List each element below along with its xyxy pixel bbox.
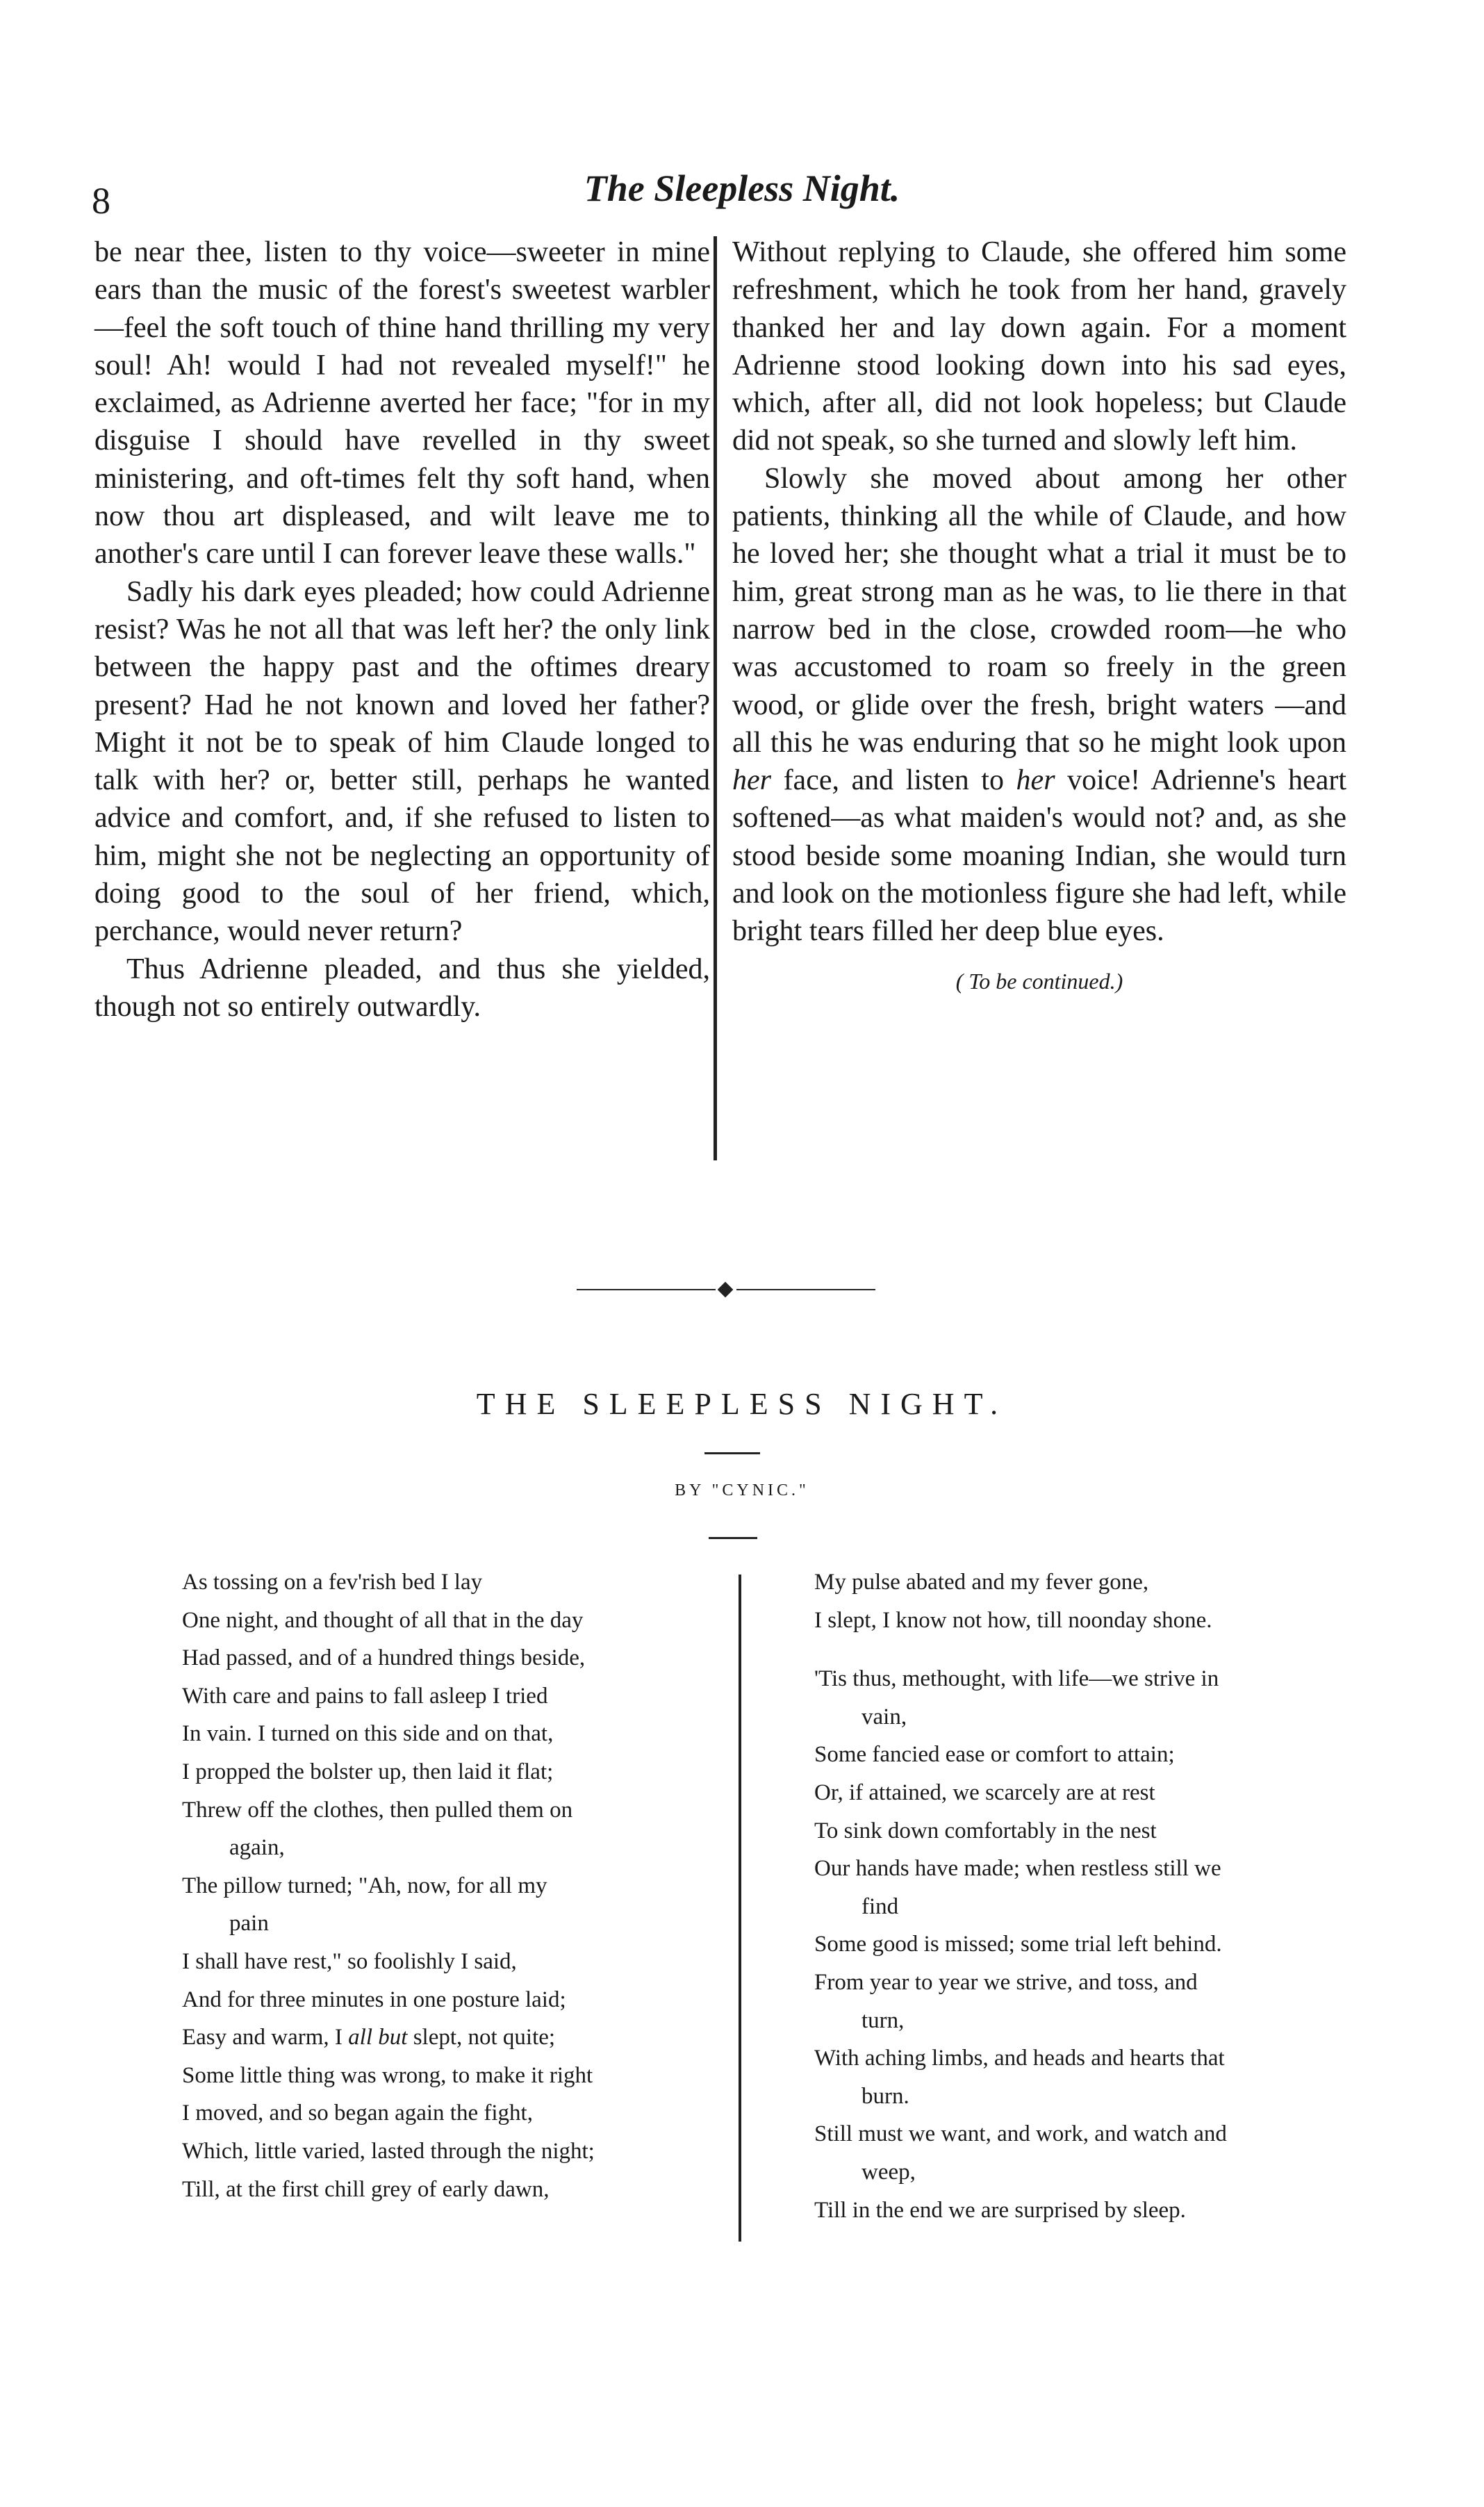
poem-line: With care and pains to fall asleep I tried: [182, 1683, 548, 1709]
ornament-line: [577, 1289, 716, 1290]
poem-line: As tossing on a fev'rish bed I lay: [182, 1570, 483, 1595]
poem-line: Or, if attained, we scarcely are at rest: [814, 1779, 1155, 1805]
poem-line: Still must we want, and work, and watch and: [814, 2121, 1227, 2147]
prose-text: face, and listen to: [771, 764, 1016, 797]
prose-text: Slowly she moved about among her other patients, thinking all the while of Claude, and how he loved her; she thought what a trial it must be to him, great strong man as he was, to lie there in that narrow bed in the close, crowded room—he who was accustomed to roam so freely in the green wood, or glide over the fresh, bright waters —and all this he was enduring that so he might look upon: [732, 462, 1346, 759]
poem-line-continuation: vain,: [861, 1704, 907, 1729]
poem-line: I slept, I know not how, till noonday shone.: [814, 1607, 1212, 1633]
poem-line: I propped the bolster up, then laid it flat;: [182, 1759, 554, 1784]
prose-paragraph: [732, 460, 1346, 951]
byline-rule: [709, 1537, 757, 1539]
prose-left-column: [94, 233, 710, 1026]
poem-text: Easy and warm, I: [182, 2025, 349, 2050]
poem-line: Which, little varied, lasted through the night;: [182, 2138, 595, 2164]
stanza-break: [814, 1639, 1370, 1660]
poem-line: Some good is missed; some trial left behind.: [814, 1932, 1222, 1957]
emphasis: her: [732, 764, 771, 797]
poem-line: In vain. I turned on this side and on that,: [182, 1721, 554, 1747]
poem-left-column: [182, 1563, 724, 2208]
poem-line-continuation: find: [861, 1893, 899, 1919]
poem-line: I shall have rest," so foolishly I said,: [182, 1948, 517, 1974]
emphasis: her: [1016, 764, 1055, 797]
prose-paragraph: be near thee, listen to thy voice—sweeter in mine ears than the music of the forest's sweetest warbler—feel the soft touch of thine hand thrilling my very soul! Ah! would I had not revealed myself!" he exclaimed, as Adrienne averted her face; "for in my disguise I should have revelled in thy sweet ministering, and oft-times felt thy soft hand, when now thou art displeased, and wilt leave me to another's care until I can forever leave these walls.": [94, 236, 710, 570]
column-divider: [714, 236, 717, 1160]
poem-line: To sink down comfortably in the nest: [814, 1818, 1157, 1843]
poem-line: Had passed, and of a hundred things beside,: [182, 1645, 586, 1671]
poem-line: With aching limbs, and heads and hearts that: [814, 2046, 1225, 2071]
page-number: 8: [92, 180, 110, 222]
poem-line-continuation: burn.: [861, 2083, 909, 2109]
poem-line-continuation: weep,: [861, 2159, 916, 2185]
poem-byline: BY "CYNIC.": [675, 1481, 809, 1499]
poem-line: I moved, and so began again the fight,: [182, 2101, 533, 2126]
poem-line: Some fancied ease or comfort to attain;: [814, 1742, 1175, 1768]
poem-line: And for three minutes in one posture laid;: [182, 1987, 566, 2012]
ornament-line: [736, 1289, 875, 1290]
poem-column-divider: [739, 1575, 741, 2242]
section-ornament: [577, 1285, 875, 1294]
poem-line: Threw off the clothes, then pulled them on: [182, 1797, 573, 1823]
poem-line: My pulse abated and my fever gone,: [814, 1570, 1149, 1595]
prose-text: voice! Adrienne's heart softened—as what maiden's would not? and, as she stood beside some moaning Indian, she would turn and look on the motionless figure she had left, while bright tears filled her deep blue eyes.: [732, 764, 1346, 948]
prose-right-column: [732, 233, 1346, 995]
poem-line: One night, and thought of all that in the day: [182, 1607, 584, 1633]
emphasis: all but: [348, 2025, 408, 2050]
to-be-continued: ( To be continued.): [955, 968, 1123, 994]
poem-line: From year to year we strive, and toss, and: [814, 1969, 1198, 1995]
poem-line: Some little thing was wrong, to make it right: [182, 2062, 593, 2088]
poem-title: THE SLEEPLESS NIGHT.: [476, 1387, 1008, 1421]
poem-line: Till in the end we are surprised by sleep.: [814, 2197, 1186, 2223]
poem-line: Till, at the first chill grey of early dawn,: [182, 2176, 550, 2202]
title-rule: [704, 1452, 760, 1454]
poem-right-column: [814, 1563, 1370, 2229]
poem-line-continuation: pain: [229, 1911, 269, 1937]
prose-paragraph: Sadly his dark eyes pleaded; how could Adrienne resist? Was he not all that was left her? the only link between the happy past and the oftimes dreary present? Had he not known and loved her father? Might it not be to speak of him Claude longed to talk with her? or, better still, perhaps he wanted advice and comfort, and, if she refused to listen to him, might she not be neglecting an opportunity of doing good to the soul of her friend, which, perchance, would never return?: [94, 575, 710, 948]
running-title: The Sleepless Night.: [584, 167, 900, 209]
poem-line: The pillow turned; "Ah, now, for all my: [182, 1873, 547, 1898]
poem-text: slept, not quite;: [407, 2025, 556, 2050]
poem-line: [182, 2019, 724, 2057]
prose-paragraph: Without replying to Claude, she offered him some refreshment, which he took from her hand, gravely thanked her and lay down again. For a moment Adrienne stood looking down into his sad eyes, which, after all, did not look hopeless; but Claude did not speak, so she turned and slowly left him.: [732, 236, 1346, 457]
diamond-icon: [718, 1282, 734, 1298]
poem-line-continuation: again,: [229, 1835, 285, 1861]
poem-line: 'Tis thus, methought, with life—we strive in: [814, 1666, 1219, 1692]
prose-paragraph: Thus Adrienne pleaded, and thus she yielded, though not so entirely outwardly.: [94, 953, 710, 1023]
poem-line-continuation: turn,: [861, 2007, 905, 2033]
poem-line: Our hands have made; when restless still we: [814, 1856, 1221, 1882]
